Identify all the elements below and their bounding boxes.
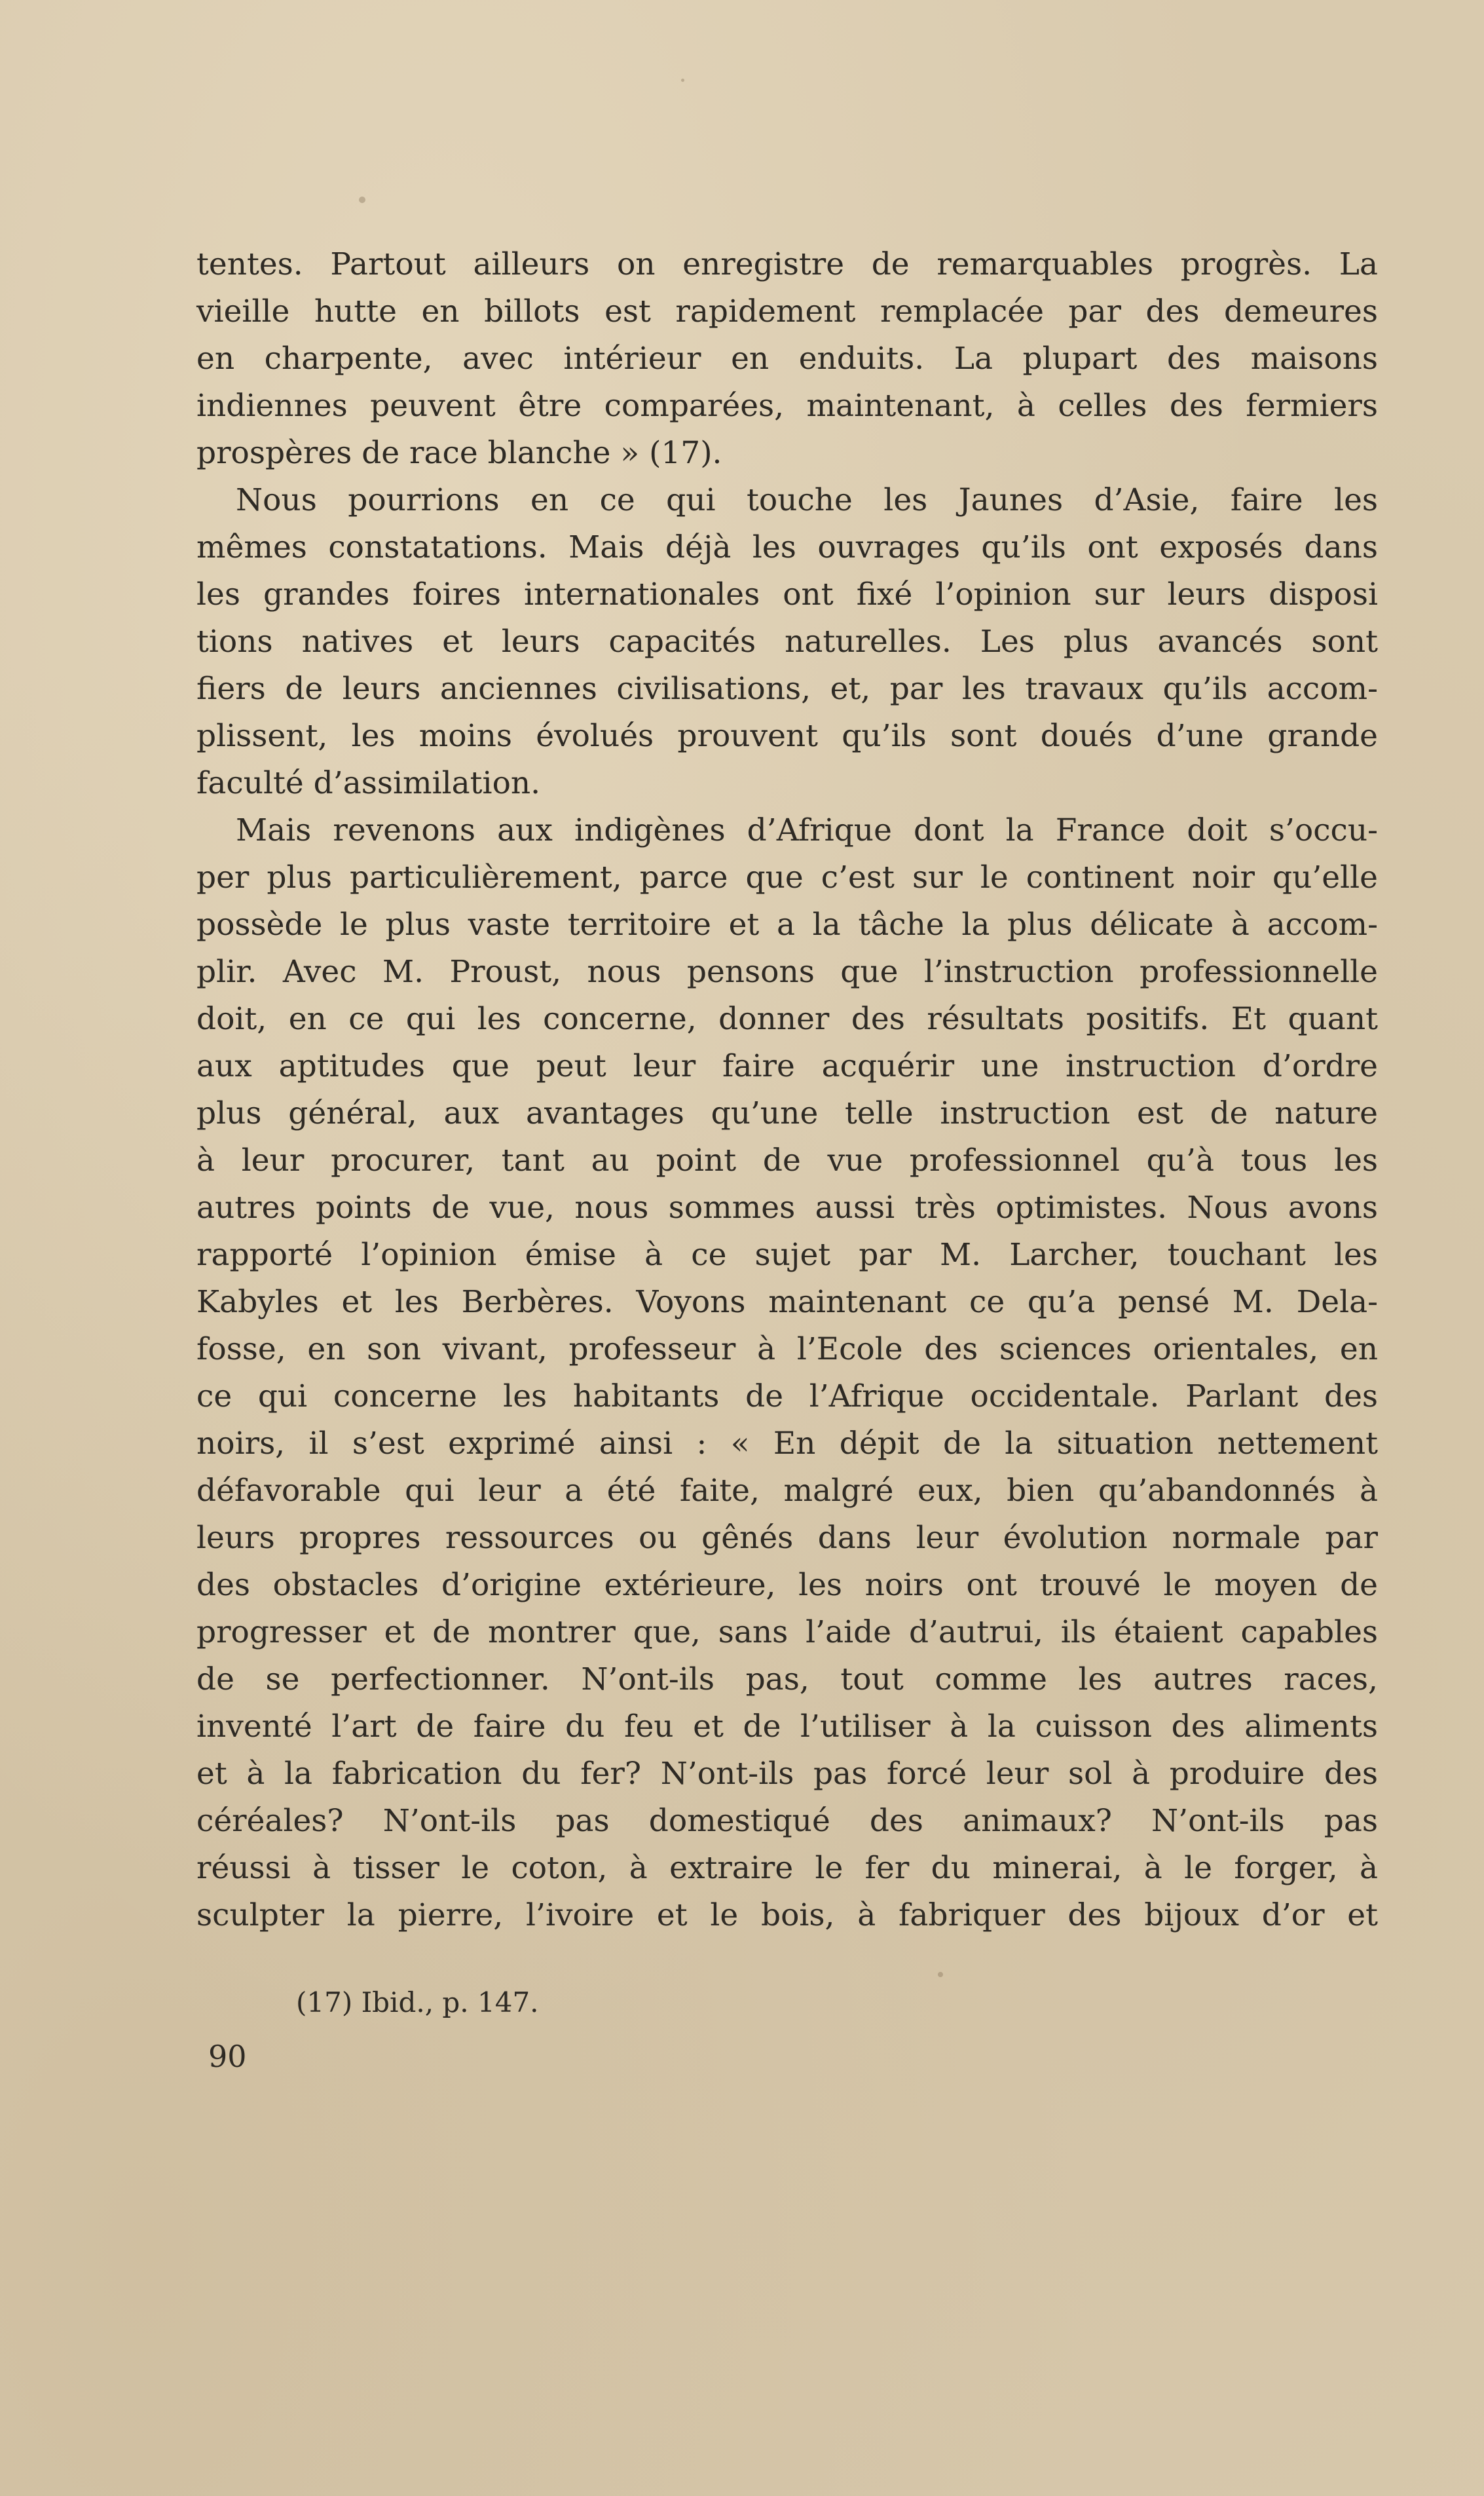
- paper-speck: [938, 1972, 943, 1977]
- text-line: Mais revenons aux indigènes d’Afrique dont la France doit s’occu-: [236, 812, 1378, 848]
- text-line: mêmes constatations. Mais déjà les ouvrages qu’ils ont exposés dans: [196, 529, 1378, 565]
- text-line: possède le plus vaste territoire et a la tâche la plus délicate à accom-: [196, 907, 1378, 943]
- text-line: ce qui concerne les habitants de l’Afrique occidentale. Parlant des: [196, 1378, 1378, 1414]
- text-line: per plus particulièrement, parce que c’est sur le continent noir qu’elle: [196, 860, 1378, 896]
- text-line: tentes. Partout ailleurs on enregistre de remarquables progrès. La: [196, 246, 1378, 282]
- text-line: de se perfectionner. N’ont-ils pas, tout comme les autres races,: [196, 1661, 1378, 1697]
- text-line: aux aptitudes que peut leur faire acquérir une instruction d’ordre: [196, 1048, 1378, 1084]
- text-line: indiennes peuvent être comparées, maintenant, à celles des fermiers: [196, 388, 1378, 424]
- text-line: autres points de vue, nous sommes aussi très optimistes. Nous avons: [196, 1190, 1378, 1226]
- paragraph: [196, 477, 1378, 807]
- text-line: réussi à tisser le coton, à extraire le fer du minerai, à le forger, à: [196, 1850, 1378, 1886]
- paragraph: [196, 807, 1378, 1939]
- text-line: rapporté l’opinion émise à ce sujet par M. Larcher, touchant les: [196, 1237, 1378, 1273]
- text-line: doit, en ce qui les concerne, donner des résultats positifs. Et quant: [196, 1001, 1378, 1037]
- text-line: à leur procurer, tant au point de vue professionnel qu’à tous les: [196, 1143, 1378, 1179]
- text-line: en charpente, avec intérieur en enduits. La plupart des maisons: [196, 341, 1378, 377]
- text-line: leurs propres ressources ou gênés dans leur évolution normale par: [196, 1520, 1378, 1556]
- text-line: fiers de leurs anciennes civilisations, et, par les travaux qu’ils accom-: [196, 671, 1378, 707]
- text-line: prospères de race blanche » (17).: [196, 435, 722, 471]
- paper-speck: [681, 79, 684, 82]
- text-line: sculpter la pierre, l’ivoire et le bois, à fabriquer des bijoux d’or et: [196, 1897, 1378, 1933]
- footnote: (17) Ibid., p. 147.: [296, 1986, 539, 2018]
- text-line: vieille hutte en billots est rapidement remplacée par des demeures: [196, 293, 1378, 330]
- text-line: tions natives et leurs capacités naturelles. Les plus avancés sont: [196, 624, 1378, 660]
- text-line: plissent, les moins évolués prouvent qu’ils sont doués d’une grande: [196, 718, 1378, 754]
- text-line: Kabyles et les Berbères. Voyons maintenant ce qu’a pensé M. Dela-: [196, 1284, 1378, 1320]
- text-line: progresser et de montrer que, sans l’aide d’autrui, ils étaient capables: [196, 1614, 1378, 1650]
- text-line: fosse, en son vivant, professeur à l’Ecole des sciences orientales, en: [196, 1331, 1378, 1367]
- paragraph: [196, 241, 1378, 477]
- text-line: les grandes foires internationales ont fixé l’opinion sur leurs disposi: [196, 577, 1378, 613]
- text-line: noirs, il s’est exprimé ainsi : « En dépit de la situation nettement: [196, 1426, 1378, 1462]
- body-text: [196, 241, 1378, 1939]
- text-line: défavorable qui leur a été faite, malgré eux, bien qu’abandonnés à: [196, 1473, 1378, 1509]
- text-line: plus général, aux avantages qu’une telle instruction est de nature: [196, 1095, 1378, 1131]
- text-line: faculté d’assimilation.: [196, 765, 541, 801]
- paper-speck: [359, 197, 365, 203]
- text-line: des obstacles d’origine extérieure, les noirs ont trouvé le moyen de: [196, 1567, 1378, 1603]
- text-line: plir. Avec M. Proust, nous pensons que l’instruction professionnelle: [196, 954, 1378, 990]
- text-line: Nous pourrions en ce qui touche les Jaunes d’Asie, faire les: [236, 482, 1378, 518]
- text-line: et à la fabrication du fer? N’ont-ils pas forcé leur sol à produire des: [196, 1756, 1378, 1792]
- text-line: inventé l’art de faire du feu et de l’utiliser à la cuisson des aliments: [196, 1709, 1378, 1745]
- text-line: céréales? N’ont-ils pas domestiqué des animaux? N’ont-ils pas: [196, 1803, 1378, 1839]
- page-number: 90: [208, 2039, 247, 2074]
